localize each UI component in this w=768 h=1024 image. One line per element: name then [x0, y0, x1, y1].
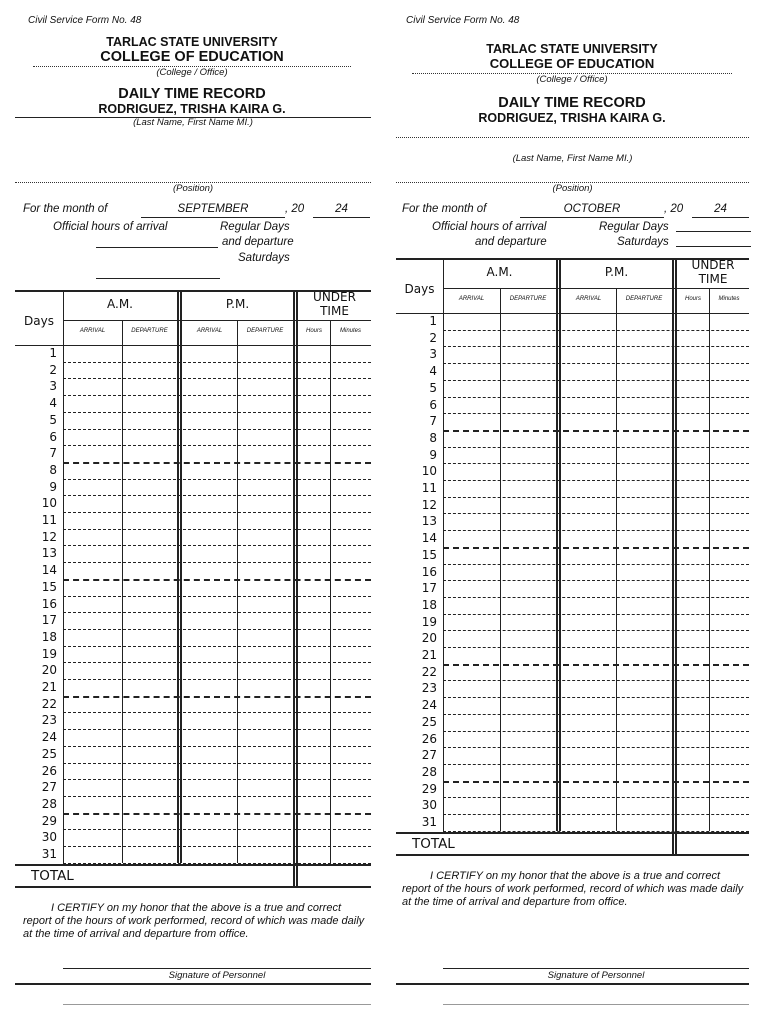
row-line — [443, 430, 749, 432]
arrival-label: Official hours of arrival — [53, 221, 168, 233]
day-number: 27 — [41, 780, 57, 795]
day-number: 5 — [49, 412, 57, 427]
day-number: 29 — [41, 813, 57, 828]
row-line — [443, 480, 749, 481]
college-name: COLLEGE OF EDUCATION — [100, 49, 284, 65]
day-number: 18 — [421, 597, 437, 612]
row-line — [63, 679, 371, 680]
pm-header: P.M. — [604, 265, 629, 279]
row-line — [443, 764, 749, 765]
day-number: 15 — [41, 579, 57, 594]
row-line — [63, 746, 371, 747]
day-number: 14 — [421, 531, 437, 546]
day-number: 3 — [429, 347, 437, 362]
row-line — [443, 797, 749, 798]
time-record-table — [15, 290, 371, 888]
position-caption: (Position) — [552, 183, 593, 194]
day-number: 18 — [41, 629, 57, 644]
day-number: 9 — [429, 447, 437, 462]
row-line — [443, 747, 749, 748]
undertime-header-line2: TIME — [698, 272, 728, 286]
day-number: 4 — [49, 396, 57, 411]
total-top-border — [396, 832, 749, 834]
pm-undertime-divider — [293, 290, 298, 888]
row-line — [63, 462, 371, 464]
row-line — [443, 513, 749, 514]
college-caption: (College / Office) — [156, 67, 228, 78]
row-line — [63, 395, 371, 396]
row-line — [63, 529, 371, 530]
day-number: 21 — [421, 648, 437, 662]
day-number: 12 — [421, 497, 437, 512]
total-label: TOTAL — [412, 835, 455, 852]
year-prefix: , 20 — [664, 203, 684, 215]
row-line — [63, 729, 371, 730]
row-line — [63, 813, 371, 815]
pm-departure-subheader: DEPARTURE — [246, 328, 284, 334]
day-number: 11 — [421, 481, 437, 495]
name-caption: (Last Name, First Name MI.) — [133, 117, 253, 128]
arrival-label: Official hours of arrival — [432, 221, 547, 233]
days-header: Days — [404, 282, 435, 296]
row-line — [63, 579, 371, 581]
form-number: Civil Service Form No. 48 — [28, 15, 142, 26]
header-bottom-border — [15, 345, 371, 346]
day-number: 13 — [421, 514, 437, 529]
day-number: 1 — [49, 346, 57, 360]
row-line — [443, 380, 749, 381]
day-number: 17 — [421, 581, 437, 596]
row-line — [443, 680, 749, 681]
day-number: 8 — [429, 430, 437, 445]
certify-statement: I CERTIFY on my honor that the above is a true and correct report of the hours of work performed, record of which was made daily at the time of arrival and departure from office. — [23, 902, 365, 940]
row-line — [63, 479, 371, 480]
name-line — [396, 137, 749, 138]
regular-days-label: Regular Days — [599, 221, 669, 233]
day-number: 9 — [49, 479, 57, 494]
signature-line-top — [443, 968, 749, 969]
year-prefix: , 20 — [285, 203, 305, 215]
hours-subheader: Hours — [684, 296, 701, 302]
row-line — [63, 412, 371, 413]
row-line — [443, 530, 749, 531]
day-number: 19 — [421, 614, 437, 629]
month-label: For the month of — [402, 203, 487, 215]
am-departure-subheader: DEPARTURE — [131, 328, 168, 334]
hours-minutes-divider — [330, 320, 331, 863]
day-number: 23 — [41, 713, 57, 728]
am-header: A.M. — [486, 265, 513, 279]
day-number: 11 — [41, 513, 57, 527]
am-arrival-divider — [122, 320, 123, 863]
row-line — [443, 564, 749, 565]
row-line — [443, 463, 749, 464]
header-separator — [443, 288, 749, 289]
row-line — [443, 614, 749, 615]
bottom-line — [443, 1004, 749, 1005]
day-number: 26 — [41, 763, 57, 778]
row-line — [63, 796, 371, 797]
year-underline — [313, 217, 370, 218]
day-number: 8 — [49, 462, 57, 477]
day-number: 5 — [429, 380, 437, 395]
undertime-header-line1: UNDER — [691, 258, 735, 272]
day-number: 26 — [421, 731, 437, 746]
days-divider — [443, 258, 444, 831]
signature-line-top — [63, 968, 371, 969]
day-number: 22 — [41, 696, 57, 711]
row-line — [63, 846, 371, 847]
month-underline — [141, 217, 285, 218]
row-line — [63, 662, 371, 663]
row-line — [443, 781, 749, 783]
day-number: 30 — [41, 830, 57, 845]
row-line — [63, 545, 371, 546]
day-number: 6 — [49, 429, 57, 444]
am-arrival-subheader: ARRIVAL — [79, 328, 106, 334]
row-line — [443, 597, 749, 598]
am-arrival-divider — [500, 288, 501, 831]
day-number: 22 — [421, 664, 437, 679]
row-line — [443, 580, 749, 581]
signature-line — [396, 983, 749, 985]
row-line — [443, 547, 749, 549]
day-number: 2 — [429, 330, 437, 345]
row-line — [443, 363, 749, 364]
row-line — [63, 596, 371, 597]
position-caption: (Position) — [172, 183, 214, 194]
saturdays-label: Saturdays — [617, 236, 669, 248]
form-number: Civil Service Form No. 48 — [406, 15, 520, 26]
saturdays-line — [96, 278, 220, 279]
row-line — [443, 330, 749, 331]
month-value: OCTOBER — [563, 203, 621, 215]
arrival-line — [96, 247, 218, 248]
pm-arrival-divider — [237, 320, 238, 863]
day-number: 7 — [429, 414, 437, 429]
month-value: SEPTEMBER — [177, 203, 249, 215]
day-number: 16 — [421, 564, 437, 579]
am-header: A.M. — [107, 297, 133, 311]
university-name: TARLAC STATE UNIVERSITY — [486, 42, 658, 56]
regular-days-label: Regular Days — [220, 221, 290, 233]
am-arrival-subheader: ARRIVAL — [458, 296, 485, 302]
total-bottom-border — [15, 886, 371, 888]
row-line — [443, 413, 749, 414]
row-line — [443, 397, 749, 398]
signature-caption: Signature of Personnel — [168, 970, 266, 981]
day-number: 24 — [421, 698, 437, 713]
day-number: 19 — [41, 646, 57, 661]
day-number: 14 — [41, 563, 57, 578]
days-divider — [63, 290, 64, 863]
row-line — [63, 445, 371, 446]
saturdays-line — [676, 246, 751, 247]
day-number: 20 — [41, 663, 57, 678]
row-line — [63, 696, 371, 698]
departure-label: and departure — [475, 236, 547, 248]
minutes-subheader: Minutes — [339, 328, 361, 334]
employee-name: RODRIGUEZ, TRISHA KAIRA G. — [478, 111, 666, 125]
university-name: TARLAC STATE UNIVERSITY — [106, 35, 278, 49]
am-pm-divider — [556, 258, 561, 831]
row-line — [63, 779, 371, 780]
day-number: 24 — [41, 730, 57, 745]
row-line — [443, 497, 749, 498]
time-record-table — [396, 258, 749, 856]
regular-days-line — [676, 231, 751, 232]
day-number: 21 — [41, 680, 57, 694]
undertime-header-line1: UNDER — [313, 290, 356, 304]
row-line — [443, 664, 749, 666]
total-label: TOTAL — [31, 867, 74, 884]
row-line — [443, 814, 749, 815]
day-number: 31 — [41, 847, 57, 861]
day-number: 25 — [41, 746, 57, 761]
day-number: 28 — [41, 796, 57, 811]
row-line — [443, 714, 749, 715]
total-top-border — [15, 864, 371, 866]
day-number: 4 — [429, 364, 437, 379]
pm-departure-subheader: DEPARTURE — [625, 296, 663, 302]
header-separator — [63, 320, 371, 321]
day-number: 10 — [41, 496, 57, 511]
day-number: 17 — [41, 613, 57, 628]
pm-arrival-subheader: ARRIVAL — [196, 328, 223, 334]
row-line — [63, 646, 371, 647]
form-title: DAILY TIME RECORD — [498, 95, 646, 111]
day-number: 15 — [421, 547, 437, 562]
signature-line — [15, 983, 371, 985]
day-number: 7 — [49, 446, 57, 461]
day-number: 6 — [429, 397, 437, 412]
day-number: 28 — [421, 764, 437, 779]
row-line — [63, 829, 371, 830]
month-label: For the month of — [23, 203, 108, 215]
hours-subheader: Hours — [305, 328, 322, 334]
header-bottom-border — [396, 313, 749, 314]
total-bottom-border — [396, 854, 749, 856]
bottom-line — [63, 1004, 371, 1005]
row-line — [63, 763, 371, 764]
day-number: 27 — [421, 748, 437, 763]
day-number: 23 — [421, 681, 437, 696]
college-caption: (College / Office) — [536, 74, 608, 85]
departure-label: and departure — [222, 236, 294, 248]
day-number: 30 — [421, 798, 437, 813]
day-number: 16 — [41, 596, 57, 611]
row-line — [63, 512, 371, 513]
day-number: 31 — [421, 815, 437, 829]
row-line — [63, 495, 371, 496]
day-number: 13 — [41, 546, 57, 561]
pm-arrival-divider — [616, 288, 617, 831]
pm-arrival-subheader: ARRIVAL — [575, 296, 602, 302]
day-number: 25 — [421, 714, 437, 729]
form-title: DAILY TIME RECORD — [118, 86, 266, 102]
pm-undertime-divider — [672, 258, 677, 856]
day-number: 3 — [49, 379, 57, 394]
row-line — [443, 447, 749, 448]
day-number: 12 — [41, 529, 57, 544]
pm-header: P.M. — [225, 297, 250, 311]
day-number: 10 — [421, 464, 437, 479]
row-line — [63, 612, 371, 613]
day-number: 20 — [421, 631, 437, 646]
year-value: 24 — [714, 203, 727, 215]
hours-minutes-divider — [709, 288, 710, 831]
day-number: 1 — [429, 314, 437, 328]
signature-caption: Signature of Personnel — [547, 970, 645, 981]
am-pm-divider — [177, 290, 182, 863]
day-number: 29 — [421, 781, 437, 796]
row-line — [443, 647, 749, 648]
month-underline — [520, 217, 664, 218]
employee-name: RODRIGUEZ, TRISHA KAIRA G. — [98, 102, 286, 116]
row-line — [443, 697, 749, 698]
row-line — [63, 429, 371, 430]
row-line — [63, 362, 371, 363]
name-caption: (Last Name, First Name MI.) — [512, 153, 633, 164]
row-line — [63, 629, 371, 630]
row-line — [443, 630, 749, 631]
minutes-subheader: Minutes — [718, 296, 740, 302]
undertime-header-line2: TIME — [320, 304, 349, 318]
row-line — [63, 562, 371, 563]
row-line — [443, 731, 749, 732]
year-underline — [692, 217, 749, 218]
saturdays-label: Saturdays — [238, 252, 290, 264]
am-departure-subheader: DEPARTURE — [509, 296, 547, 302]
days-header: Days — [24, 314, 54, 328]
certify-statement: I CERTIFY on my honor that the above is a true and correct report of the hours of work performed, record of which was made daily at the time of arrival and departure from office. — [402, 870, 744, 908]
row-line — [63, 378, 371, 379]
college-name: COLLEGE OF EDUCATION — [489, 56, 655, 71]
row-line — [63, 712, 371, 713]
day-number: 2 — [49, 362, 57, 377]
year-value: 24 — [335, 203, 348, 215]
row-line — [443, 346, 749, 347]
